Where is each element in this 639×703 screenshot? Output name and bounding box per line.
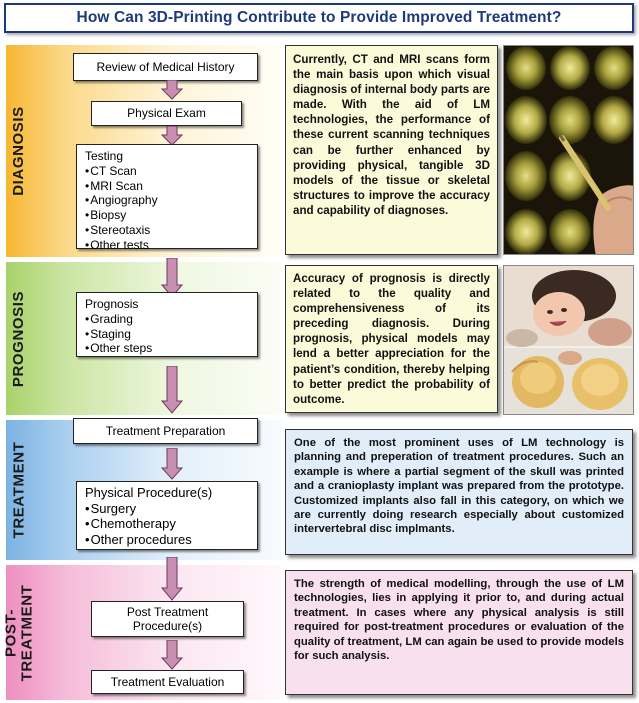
prognosis-label: PROGNOSIS xyxy=(10,290,27,387)
post-treatment-label-line2: TREATMENT xyxy=(18,584,35,681)
post-treatment-procedure-box xyxy=(91,601,244,637)
testing-item: • CT Scan xyxy=(85,164,249,179)
scan-films-illustration xyxy=(504,46,634,255)
child-and-skull-models-photo xyxy=(503,265,634,415)
ct-mri-scan-photo xyxy=(503,45,634,255)
treatment-description-panel xyxy=(285,429,633,555)
testing-item: • Stereotaxis xyxy=(85,223,249,238)
testing-box xyxy=(76,144,258,252)
testing-list xyxy=(85,164,249,253)
prognosis-title: Prognosis xyxy=(85,297,139,311)
testing-title: Testing xyxy=(85,149,124,163)
prognosis-item: • Grading xyxy=(85,312,249,327)
prognosis-item: • Other steps xyxy=(85,341,249,356)
prognosis-label-wrap xyxy=(0,262,38,415)
page-title-box xyxy=(4,3,634,33)
medical-history-box xyxy=(73,53,258,81)
testing-item: • Angiography xyxy=(85,193,249,208)
child-photo xyxy=(504,266,634,347)
physical-exam-box xyxy=(91,101,242,126)
prognosis-box xyxy=(76,292,258,357)
prognosis-list xyxy=(85,312,249,356)
post-treatment-label xyxy=(3,584,35,681)
prognosis-description-panel xyxy=(285,265,498,413)
arrow-down-icon xyxy=(161,640,183,670)
treatment-label-wrap xyxy=(0,420,38,560)
testing-item: • Biopsy xyxy=(85,208,249,223)
arrow-down-icon xyxy=(161,126,183,146)
page-title: How Can 3D-Printing Contribute to Provide Improved Treatment? xyxy=(76,9,562,26)
arrow-down-icon xyxy=(161,557,183,601)
arrow-down-icon xyxy=(161,366,183,414)
treatment-preparation-box xyxy=(73,418,258,444)
procedure-item: • Other procedures xyxy=(85,532,249,548)
post-treatment-label-wrap xyxy=(0,565,38,700)
child-skull-illustration xyxy=(504,266,634,415)
diagnosis-description: Currently, CT and MRI scans form the main basis upon which visual diagnosis of internal body parts are made. With the aid of LM technologies, the performance of these current scanning techniques can be further enhanced by providing physical, tangible 3D models of the tissue or skeletal structures to improve the accuracy and capability of diagnoses. xyxy=(293,53,490,217)
post-treatment-procedure-line2: Procedure(s) xyxy=(132,619,203,633)
testing-item: • Other tests xyxy=(85,238,249,253)
arrow-down-icon xyxy=(161,80,183,100)
treatment-evaluation-text: Treatment Evaluation xyxy=(110,674,225,689)
diagnosis-label-wrap xyxy=(0,45,38,257)
treatment-label: TREATMENT xyxy=(10,441,27,539)
physical-procedures-box xyxy=(76,481,258,550)
physical-exam-text: Physical Exam xyxy=(127,106,206,120)
skull-models xyxy=(504,348,634,415)
post-treatment-procedure-line1: Post Treatment xyxy=(126,605,209,619)
diagnosis-description-panel xyxy=(285,45,498,255)
physical-procedures-list xyxy=(85,501,249,548)
testing-item: • MRI Scan xyxy=(85,179,249,194)
prognosis-item: • Staging xyxy=(85,327,249,342)
arrow-down-icon xyxy=(161,448,183,480)
treatment-description: One of the most prominent uses of LM technology is planning and preperation of treatment procedures. Such an example is where a partial segment of the skull was printed and a cranioplasty implant was prepared from the prototype. Customized implants also fall in this category, on which we are currently doing research especially about customized intervertebral disc implmants. xyxy=(294,437,624,536)
post-treatment-label-line1: POST- xyxy=(2,608,19,657)
treatment-evaluation-box xyxy=(91,670,244,694)
treatment-preparation-text: Treatment Preparation xyxy=(105,423,226,438)
diagnosis-label: DIAGNOSIS xyxy=(10,106,28,196)
procedure-item: • Chemotherapy xyxy=(85,516,249,532)
physical-procedures-title: Physical Procedure(s) xyxy=(85,485,213,500)
medical-history-text: Review of Medical History xyxy=(96,59,235,74)
prognosis-description: Accuracy of prognosis is directly related to the quality and comprehensiveness of its preceding diagnosis. During prognosis, physical models may lend a better appreciation for the patient’s condition, thereby helping to better predict the probability of outcome. xyxy=(293,272,490,406)
procedure-item: • Surgery xyxy=(85,501,249,517)
post-treatment-description: The strength of medical modelling, through the use of LM technologies, lies in applying it prior to, and during actual treatment. In cases where any physical analysis is still required for post-treatment procedures or evaluation of the quality of treatment, LM can again be used to provide models for such analysis. xyxy=(294,578,624,663)
post-treatment-description-panel xyxy=(285,570,633,695)
